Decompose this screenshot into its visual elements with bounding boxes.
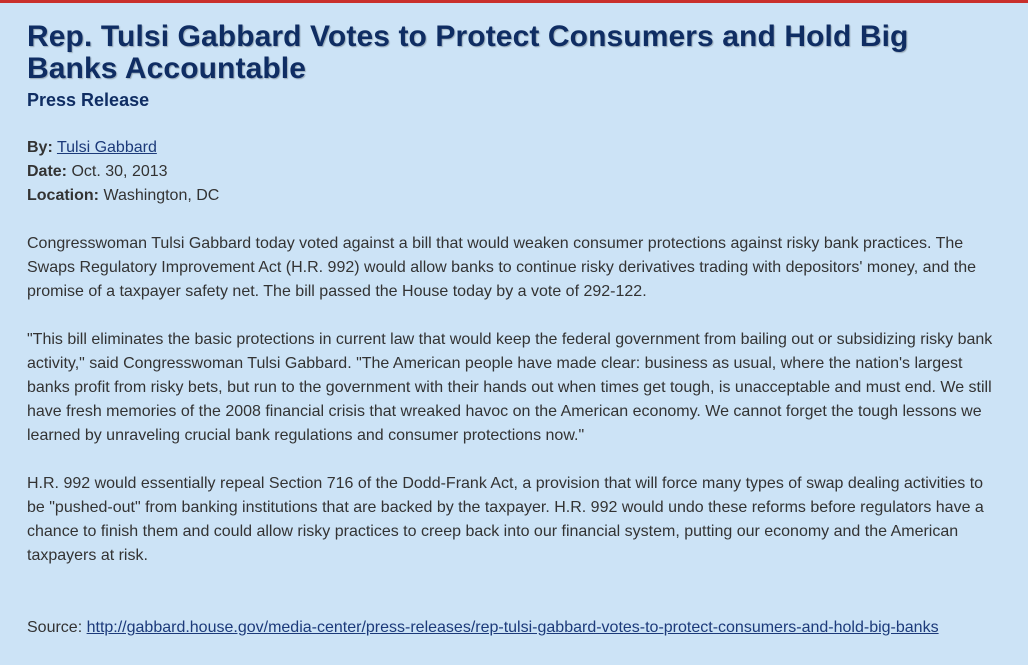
body-paragraph: "This bill eliminates the basic protections in current law that would keep the federal government from bailing out or subsidizing risky bank activity," said Congresswoman Tulsi Gabbard. "The American people have made clear: business as usual, where the nation's largest banks profit from risky bets, but run to the government with their hands out when times get tough, is unacceptable and must end. We still have fresh memories of the 2008 financial crisis that wreaked havoc on the American economy. We cannot forget the tough lessons we learned by unraveling crucial bank regulations and consumer protections now." (27, 331, 993, 444)
body-paragraph: Congresswoman Tulsi Gabbard today voted against a bill that would weaken consumer protections against risky bank practices. The Swaps Regulatory Improvement Act (H.R. 992) would allow banks to continue risky derivatives trading with depositors' money, and the promise of a taxpayer safety net. The bill passed the House today by a vote of 292-122. (27, 235, 976, 300)
location-label: Location: (27, 187, 99, 204)
location-value: Washington, DC (103, 187, 220, 204)
dateline (27, 160, 1001, 184)
body-paragraph: H.R. 992 would essentially repeal Section 716 of the Dodd-Frank Act, a provision that will force many types of swap dealing activities to be "pushed-out" from banking institutions that are backed by the taxpayer. H.R. 992 would undo these reforms before regulators have a chance to finish them and could allow risky practices to creep back into our financial system, putting our economy and the American taxpayers at risk. (27, 475, 984, 564)
byline (27, 136, 1001, 160)
source-line (27, 616, 1001, 640)
date-label: Date: (27, 163, 68, 180)
page-title: Rep. Tulsi Gabbard Votes to Protect Consumers and Hold Big Banks Accountable (27, 20, 909, 85)
byline-label: By: (27, 139, 53, 156)
source-link[interactable]: http://gabbard.house.gov/media-center/press-releases/rep-tulsi-gabbard-votes-to-protect-consumers-and-hold-big-banks (86, 619, 939, 636)
article-meta (27, 136, 1001, 208)
date-value: Oct. 30, 2013 (71, 163, 168, 180)
source-label: Source: (27, 619, 83, 636)
page-subtitle: Press Release (27, 90, 150, 110)
location-line (27, 184, 1001, 208)
press-release-content (0, 3, 1028, 640)
author-link[interactable]: Tulsi Gabbard (56, 139, 157, 156)
